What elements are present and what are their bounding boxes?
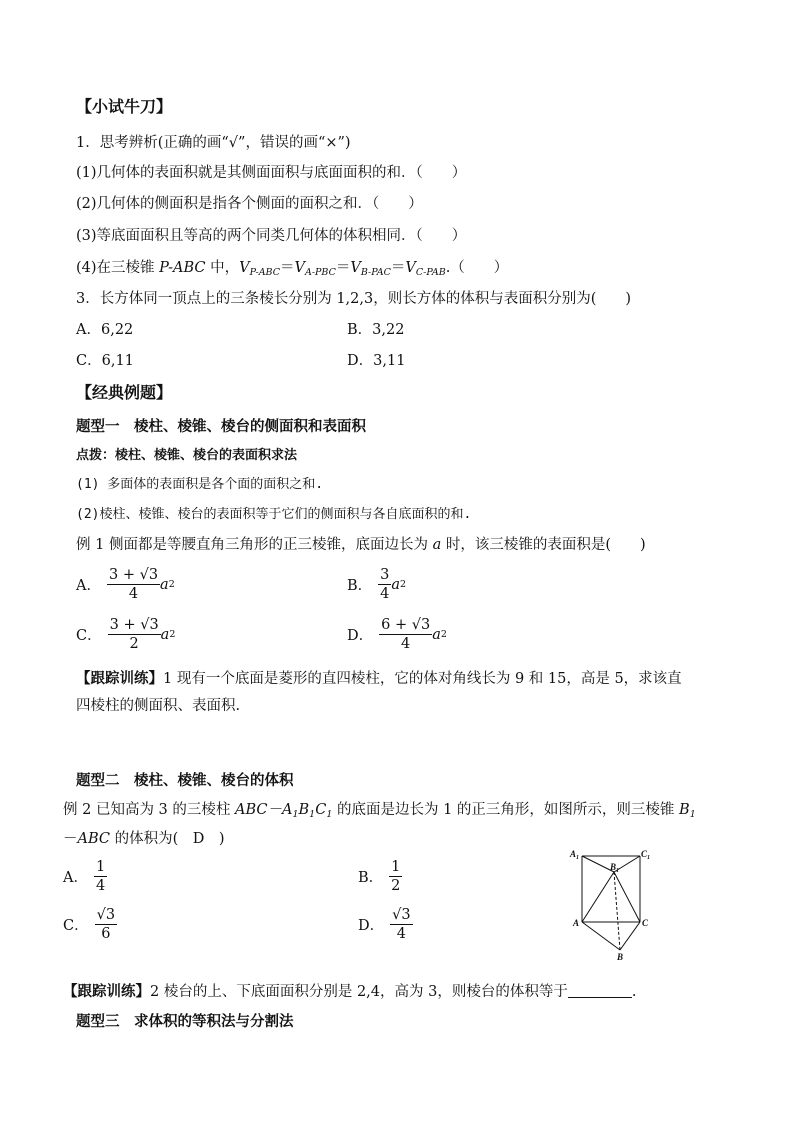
label-a: A: [573, 918, 580, 928]
type-3-title: 题型三 求体积的等积法与分割法: [76, 1013, 294, 1030]
example-2-line-1: 例 2 已知高为 3 的三棱柱 $ABC-A_1B_1C_1$ 的底面是边长为 1 的正三角形，如图所示，则三棱锥 $B_1$: [63, 802, 696, 820]
label-c: C: [642, 918, 649, 928]
question-3-option-a: A．6,22: [76, 322, 134, 338]
follow-up-1-line-2: 四棱柱的侧面积、表面积.: [76, 698, 241, 714]
example-1-stem: 例 1 侧面都是等腰直角三角形的正三棱锥，底面边长为 a 时，该三棱锥的表面积是( ): [76, 537, 646, 553]
example-2-option-a: A． $\frac{1}{4}$: [63, 859, 106, 894]
label-b: B: [617, 952, 624, 962]
answer-blank[interactable]: [568, 983, 632, 998]
section-title-practice: 【小试牛刀】: [76, 97, 173, 116]
example-2-line-2: －ABC 的体积为( D ): [63, 831, 225, 847]
fraction: $\frac{6 + √3}{4}$: [381, 617, 431, 652]
example-2-option-b: B． $\frac{1}{2}$: [358, 859, 401, 894]
example-2-option-c: C． $\frac{√3}{6}$: [63, 907, 116, 942]
tip-title: 点拨：棱柱、棱锥、棱台的表面积求法: [76, 448, 298, 463]
question-1-item-1: (1)几何体的表面积就是其侧面面积与底面面积的和．（ ）: [76, 165, 467, 181]
question-3-option-d: D．3,11: [347, 353, 406, 369]
section-title-examples: 【经典例题】: [76, 383, 173, 402]
question-3-option-c: C．6,11: [76, 353, 134, 369]
type-2-title: 题型二 棱柱、棱锥、棱台的体积: [76, 772, 294, 789]
question-1-intro: 1．思考辨析(正确的画“√”，错误的画“×”): [76, 135, 351, 151]
edge-bc: [620, 922, 640, 950]
example-1-option-b: B． $\frac{3}{4}$ a 2: [347, 567, 407, 602]
label-b1: $B_1$: [610, 862, 620, 874]
tip-item-1: (1) 多面体的表面积是各个面的面积之和.: [76, 477, 324, 492]
question-3-stem: 3．长方体同一顶点上的三条棱长分别为 1,2,3，则长方体的体积与表面积分别为( ): [76, 291, 632, 307]
type-1-title: 题型一 棱柱、棱锥、棱台的侧面积和表面积: [76, 418, 366, 435]
tip-item-2: (2)棱柱、棱锥、棱台的表面积等于它们的侧面积与各自底面积的和.: [76, 507, 472, 522]
prism-figure: [568, 846, 668, 962]
fraction: $\frac{3 + √3}{2}$: [109, 617, 159, 652]
edge-bb1: [614, 872, 620, 950]
fraction: $\frac{3}{4}$: [380, 567, 390, 602]
fraction: $\frac{3 + √3}{4}$: [108, 567, 159, 602]
edge-ab: [582, 922, 620, 950]
edge-cb1: [614, 872, 640, 922]
example-1-option-c: C． $\frac{3 + √3}{2}$ a 2: [76, 617, 176, 652]
edge-ab1: [582, 872, 614, 922]
question-1-item-4: (4)在三棱锥 P-ABC 中，$V_{P-ABC}=V_{A-PBC}=V_{B-PAC}=V_{C-PAB}$.（ ）: [76, 260, 509, 278]
label-c1: $C_1$: [641, 849, 651, 861]
question-1-item-2: (2)几何体的侧面积是指各个侧面的面积之和．（ ）: [76, 196, 423, 212]
follow-up-2: 【跟踪训练】2 棱台的上、下底面面积分别是 2,4，高为 3，则棱台的体积等于 .: [63, 983, 637, 1000]
example-2-option-d: D． $\frac{√3}{4}$: [358, 907, 411, 942]
question-3-option-b: B．3,22: [347, 322, 405, 338]
question-1-item-3: (3)等底面面积且等高的两个同类几何体的体积相同．（ ）: [76, 228, 467, 244]
follow-up-1-line-1: 【跟踪训练】1 现有一个底面是菱形的直四棱柱，它的体对角线长为 9 和 15，高是 5，求该直: [76, 670, 682, 687]
example-1-option-d: D． $\frac{6 + √3}{4}$ a 2: [347, 617, 447, 652]
example-1-option-a: A． $\frac{3 + √3}{4}$ a 2: [76, 567, 175, 602]
label-a1: $A_1$: [570, 849, 580, 861]
